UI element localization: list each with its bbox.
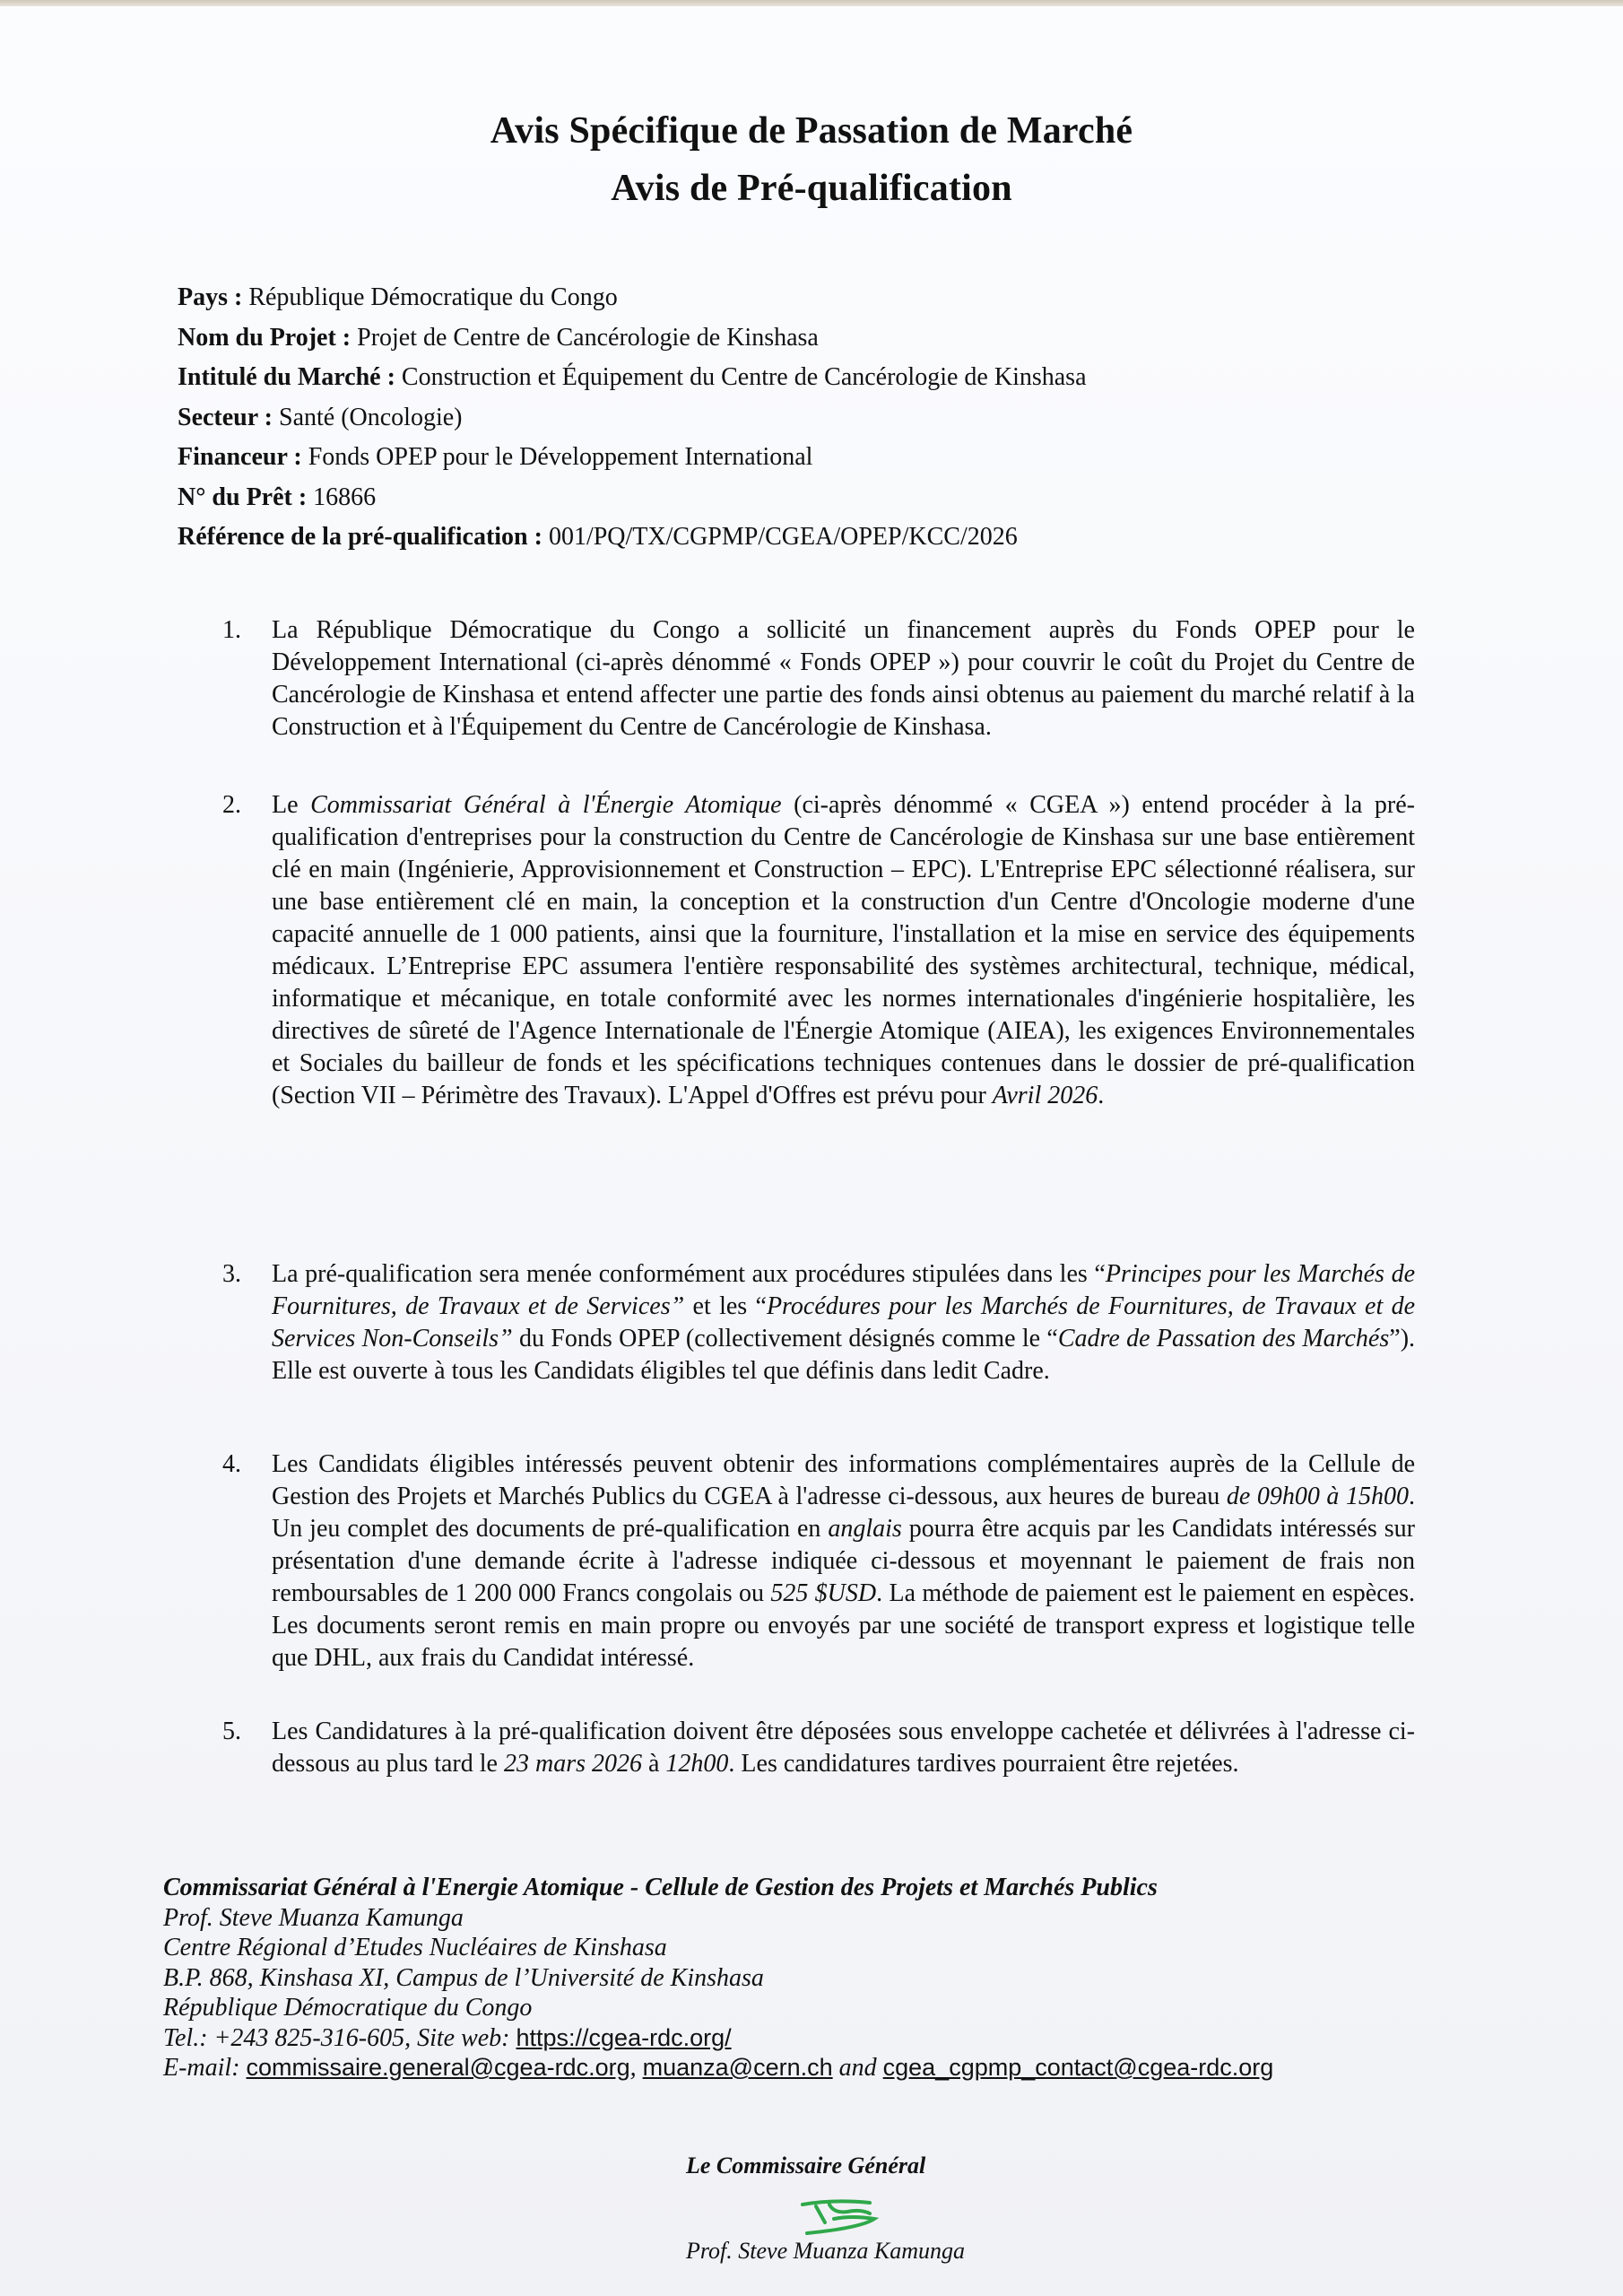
- meta-reference: Référence de la pré-qualification : 001/PQ/TX/CGPMP/CGEA/OPEP/KCC/2026: [178, 523, 1018, 551]
- document-title: Avis Spécifique de Passation de Marché: [490, 110, 1133, 152]
- website-link[interactable]: https://cgea-rdc.org/: [516, 2023, 732, 2051]
- notice-metadata: [178, 278, 1087, 558]
- contact-address: B.P. 868, Kinshasa XI, Campus de l’Université de Kinshasa: [163, 1963, 764, 1992]
- email-link-cgpmp[interactable]: cgea_cgpmp_contact@cgea-rdc.org: [882, 2054, 1274, 2081]
- clause-1: 1. La République Démocratique du Congo a sollicité un financement auprès du Fonds OPEP pour le Développement International (ci-après dénommé « Fonds OPEP ») pour couvrir le coût du Projet du Centre de Cancérologie de Kinshasa et entend affecter une partie des fonds ainsi obtenus au paiement du marché relatif à la Construction et à l'Équipement du Centre de Cancérologie de Kinshasa.: [222, 616, 1415, 741]
- clause-4: 4. Les Candidats éligibles intéressés peuvent obtenir des informations complémentaires auprès de la Cellule de Gestion des Projets et Marchés Publics du CGEA à l'adresse ci-dessous, aux heures de bureau de 09h00 à 15h00. Un jeu complet des documents de pré-qualification en anglais pourra être acquis par les Candidats intéressés sur présentation d'une demande écrite à l'adresse indiquée ci-dessous et moyennant le paiement de frais non remboursables de 1 200 000 Francs congolais ou 525 $USD. La méthode de paiement est le paiement en espèces. Les documents seront remis en main propre ou envoyés par une société de transport express et logistique telle que DHL, aux frais du Candidat intéressé.: [222, 1450, 1416, 1672]
- clause-2: 2. Le Commissariat Général à l'Énergie Atomique (ci-après dénommé « CGEA ») entend procéder à la pré-qualification d'entreprises pour la construction du Centre de Cancérologie de Kinshasa sur une base entièrement clé en main (Ingénierie, Approvisionnement et Construction – EPC). L'Entreprise EPC sélectionné réalisera, sur une base entièrement clé en main, la conception et la construction d'un Centre d'Oncologie moderne d'une capacité annuelle de 1 000 patients, ainsi que la fourniture, l'installation et la mise en service des équipements médicaux. L’Entreprise EPC assumera l'entière responsabilité des systèmes architectural, technique, médical, informatique et mécanique, en totale conformité avec les normes internationales d'ingénierie hospitalière, les directives de sûreté de l'Agence Internationale de l'Énergie Atomique (AIEA), les exigences Environnementales et Sociales du bailleur de fonds et les spécifications techniques contenues dans le dossier de pré-qualification (Section VII – Périmètre des Travaux). L'Appel d'Offres est prévu pour Avril 2026.: [222, 791, 1415, 1109]
- contact-emails: E-mail: commissaire.general@cgea-rdc.org, muanza@cern.ch and cgea_cgpmp_contact@cgea-rdc.org: [163, 2054, 1274, 2082]
- scan-top-edge: [0, 0, 1623, 6]
- meta-financeur: Financeur : Fonds OPEP pour le Développement International: [178, 443, 813, 471]
- clause-5: 5. Les Candidatures à la pré-qualification doivent être déposées sous enveloppe cachetée et délivrées à l'adresse ci-dessous au plus tard le 23 mars 2026 à 12h00. Les candidatures tardives pourraient être rejetées.: [222, 1718, 1415, 1778]
- contact-country: République Démocratique du Congo: [163, 1994, 533, 2022]
- signatory-title: Le Commissaire Général: [686, 2152, 926, 2179]
- contact-tel-web: Tel.: +243 825-316-605, Site web: https://cgea-rdc.org/: [163, 2023, 732, 2052]
- contact-centre: Centre Régional d’Etudes Nucléaires de Kinshasa: [163, 1934, 667, 1961]
- document-subtitle: Avis de Pré-qualification: [611, 168, 1012, 209]
- handwritten-signature-icon: [798, 2196, 906, 2240]
- numbered-clauses: [222, 614, 1415, 1780]
- meta-pays: Pays : République Démocratique du Congo: [178, 283, 618, 311]
- signatory-name: Prof. Steve Muanza Kamunga: [686, 2238, 965, 2264]
- meta-pret: N° du Prêt : 16866: [178, 483, 377, 511]
- contact-name: Prof. Steve Muanza Kamunga: [163, 1903, 464, 1932]
- contact-organization: Commissariat Général à l'Energie Atomique - Cellule de Gestion des Projets et Marchés Publics: [163, 1874, 1158, 1901]
- meta-projet: Nom du Projet : Projet de Centre de Cancérologie de Kinshasa: [178, 323, 819, 352]
- contact-block: [163, 1873, 1356, 2083]
- clause-3: 3. La pré-qualification sera menée conformément aux procédures stipulées dans les “Principes pour les Marchés de Fournitures, de Travaux et de Services” et les “Procédures pour les Marchés de Fournitures, de Travaux et de Services Non-Conseils” du Fonds OPEP (collectivement désignés comme le “Cadre de Passation des Marchés”). Elle est ouverte à tous les Candidats éligibles tel que définis dans ledit Cadre.: [222, 1260, 1416, 1385]
- email-link-commissaire[interactable]: commissaire.general@cgea-rdc.org: [246, 2054, 630, 2081]
- email-link-muanza[interactable]: muanza@cern.ch: [642, 2054, 833, 2081]
- meta-marche: Intitulé du Marché : Construction et Équipement du Centre de Cancérologie de Kinshasa: [178, 363, 1087, 391]
- meta-secteur: Secteur : Santé (Oncologie): [178, 403, 463, 431]
